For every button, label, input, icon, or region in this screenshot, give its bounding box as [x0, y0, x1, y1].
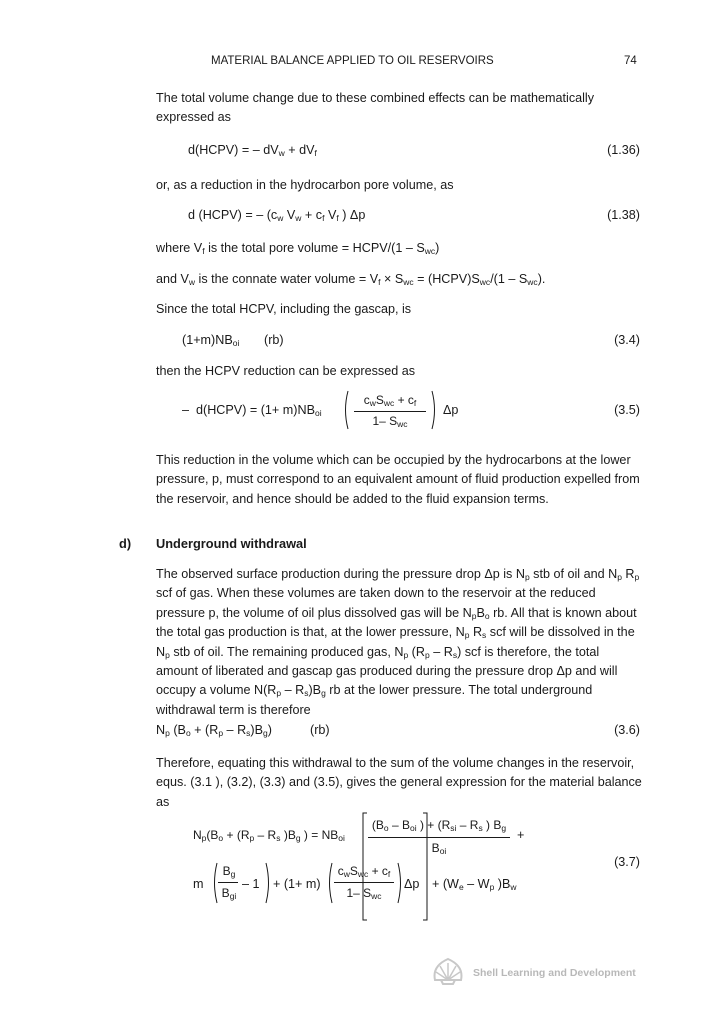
equation-3-5-numerator: $c_wS_{wc} + c_f$	[363, 393, 417, 408]
paragraph-4: and $V_w$ is the connate water volume = $V_f \times S_{wc}$ = $(HCPV)S_{wc}/(1 - S_{wc})$.	[156, 272, 546, 287]
running-header: MATERIAL BALANCE APPLIED TO OIL RESERVOIRS	[211, 55, 494, 67]
equation-1-36-number: (1.36)	[607, 143, 640, 157]
right-paren	[396, 862, 404, 904]
equation-1-38-number: (1.38)	[607, 208, 640, 222]
fraction-bar	[218, 882, 238, 883]
equation-3-7-plus: +	[517, 828, 525, 842]
equation-3-4-unit: (rb)	[264, 333, 284, 347]
equation-3-7-numerator-3: $c_wS_{wc} + c_f$	[337, 864, 391, 879]
equation-3-7-m: m	[193, 877, 204, 891]
equation-3-5-lhs: – d(HCPV) = $(1+ m)NB_{oi}$	[182, 403, 322, 418]
right-bracket	[422, 812, 428, 922]
equation-3-5-rhs: Δp	[443, 403, 459, 417]
equation-3-7-denominator-3: 1– $S_{wc}$	[346, 886, 382, 901]
section-label: d)	[119, 536, 132, 551]
equation-3-7-tail: + ($W_e - W_p$ )$B_w$	[432, 877, 517, 892]
fraction-bar	[334, 882, 394, 883]
equation-3-7-mid: + (1+ m)	[273, 877, 321, 891]
equation-3-7-numerator-1: ($B_o - B_{oi}$ ) + ($R_{si} - R_s$ ) $B_g$	[371, 818, 507, 833]
equation-3-4: $(1+m)NB_{oi}$	[182, 333, 240, 348]
paragraph-3: where $V_f$ is the total pore volume = HCPV/(1 – $S_{wc}$)	[156, 241, 440, 256]
equation-3-4-number: (3.4)	[614, 333, 640, 347]
equation-3-6: $N_p$ $(B_o + (R_p - R_s)B_g)$	[156, 723, 272, 738]
page-number: 74	[624, 55, 637, 67]
equation-1-38: d (HCPV) = – ($c_w$ $V_w + c_f$ $V_f$ ) Δp	[188, 208, 366, 223]
paragraph-2: or, as a reduction in the hydrocarbon pore volume, as	[156, 178, 454, 192]
left-paren	[342, 390, 350, 430]
fraction-bar	[368, 837, 510, 838]
paragraph-9: Therefore, equating this withdrawal to the sum of the volume changes in the reservoir, equs. (3.1 ), (3.2), (3.3) and (3.5), gives the general expression for the material balance as	[156, 756, 642, 809]
equation-3-5-number: (3.5)	[614, 403, 640, 417]
equation-3-6-number: (3.6)	[614, 723, 640, 737]
equation-3-7-denominator-2: $B_{gi}$	[221, 886, 237, 901]
footer-logo-text: Shell Learning and Development	[473, 967, 636, 979]
paragraph-1: The total volume change due to these combined effects can be mathematically expressed as	[156, 91, 595, 125]
right-paren	[430, 390, 438, 430]
equation-3-7-numerator-2: $B_g$	[222, 864, 236, 879]
equation-3-5-denominator: 1– $S_{wc}$	[372, 414, 408, 429]
equation-3-7-lhs: $N_p(B_o + (R_p - R_s$ )$B_g$ ) = $NB_{oi}$	[193, 828, 345, 843]
section-title: Underground withdrawal	[156, 536, 307, 551]
paragraph-5: Since the total HCPV, including the gascap, is	[156, 302, 412, 316]
equation-1-36: d(HCPV) = – $dV_w + dV_f$	[188, 143, 317, 158]
equation-3-7-minus-one: – 1	[242, 877, 260, 891]
paragraph-8: The observed surface production during the pressure drop Δp is $N_p$ stb of oil and $N_p$ $R_p$ scf of gas. When these volumes are taken down to the reservoir at the reduced pressure p, the volume of oil plus dissolved gas will be $N_pB_o$ rb. All that is known about the total gas production is that, at the lower pressure, $N_p$ $R_s$ scf will be dissolved in the $N_p$ stb of oil. The remaining produced gas, $N_p$ $(R_p - R_s)$ scf is therefore, the total amount of liberated and gascap gas produced during the pressure drop Δp and will occupy a volume $N(R_p - R_s)B_g$ rb at the lower pressure. The total underground withdrawal term is therefore	[156, 567, 640, 717]
fraction-bar	[354, 411, 426, 412]
equation-3-7-dp: Δp	[404, 877, 420, 891]
shell-logo-icon	[431, 956, 465, 986]
paragraph-7: This reduction in the volume which can be occupied by the hydrocarbons at the lower pressure, p, must correspond to an equivalent amount of fluid production expelled from the reservoir, and hence should be added to the fluid expansion terms.	[156, 453, 640, 506]
equation-3-7-denominator-1: $B_{oi}$	[431, 841, 447, 856]
equation-3-7-number: (3.7)	[614, 855, 640, 869]
equation-3-6-unit: (rb)	[310, 723, 330, 737]
paragraph-6: then the HCPV reduction can be expressed as	[156, 364, 416, 378]
right-paren	[264, 862, 272, 904]
